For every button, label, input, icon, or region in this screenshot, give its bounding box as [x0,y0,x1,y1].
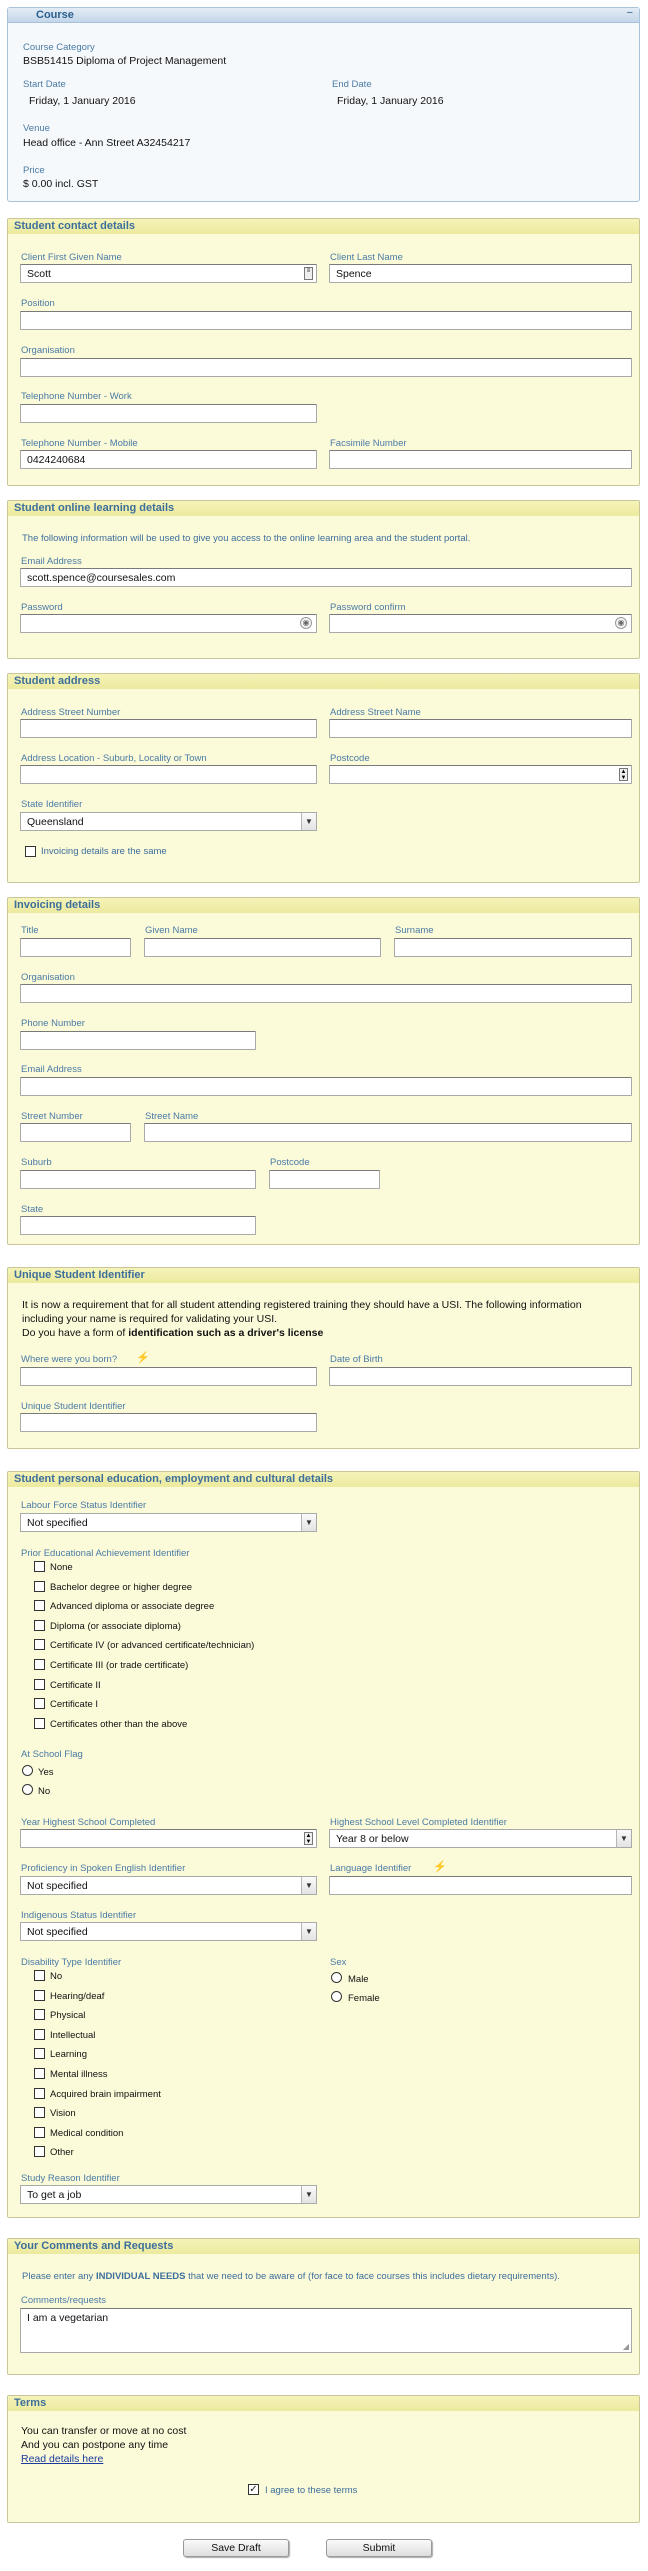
inv-suburb-input[interactable] [20,1170,256,1189]
section-header [8,501,639,516]
position-label: Position [21,298,55,309]
state-select[interactable] [20,812,317,831]
price-label: Price [23,165,45,176]
prior-checkbox[interactable] [34,1679,45,1690]
labour-label: Labour Force Status Identifier [21,1500,147,1511]
disability-option-label: No [50,1971,63,1982]
inv-street-name-input[interactable] [144,1123,632,1142]
fax-input[interactable] [329,450,632,469]
inv-title-input[interactable] [20,938,131,957]
disability-checkbox[interactable] [34,2029,45,2040]
section-header [8,2396,639,2411]
inv-email-input[interactable] [20,1077,632,1096]
school-no-radio[interactable] [22,1784,33,1795]
reason-label: Study Reason Identifier [21,2173,120,2184]
inv-org-input[interactable] [20,984,632,1003]
tel-work-label: Telephone Number - Work [21,391,132,402]
disability-checkbox[interactable] [34,2068,45,2079]
indigenous-label: Indigenous Status Identifier [21,1910,137,1921]
school-flag-label: At School Flag [21,1749,83,1760]
position-input[interactable] [20,311,632,330]
indigenous-select[interactable] [20,1922,317,1941]
english-label: Proficiency in Spoken English Identifier [21,1863,186,1874]
first-name-label: Client First Given Name [21,252,122,263]
agree-checkbox[interactable]: ✓ [249,2484,258,2495]
section-header [8,219,639,234]
course-header[interactable] [8,8,639,23]
inv-street-name-label: Street Name [145,1111,199,1122]
read-details-link[interactable]: Read details here [21,2453,104,2465]
postcode-stepper-icon[interactable]: ▲ ▼ [620,769,627,781]
disability-checkbox[interactable] [34,2088,45,2099]
disability-checkbox[interactable] [34,1990,45,2001]
inv-given-label: Given Name [145,925,198,936]
prior-option-label: Certificates other than the above [50,1718,188,1730]
prior-option-label: Advanced diploma or associate degree [50,1601,215,1613]
invoicing-section [7,897,640,1245]
disability-option-label: Learning [50,2049,87,2061]
section-title: Student address [14,675,101,687]
disability-option-label: Vision [50,2108,76,2120]
school-no-label: No [38,1786,51,1797]
dob-label: Date of Birth [330,1354,383,1365]
year-label: Year Highest School Completed [21,1817,156,1828]
school-yes-radio[interactable] [22,1765,33,1776]
inv-suburb-label: Suburb [21,1157,52,1168]
section-title: Student online learning details [14,502,175,514]
section-header [8,1268,639,1283]
prior-checkbox[interactable] [34,1639,45,1650]
section-header [8,898,639,913]
sex-female-radio[interactable] [331,1991,342,2002]
usi-section [7,1267,640,1449]
state-label: State Identifier [21,799,83,810]
prior-checkbox[interactable] [34,1581,45,1592]
tel-mobile-input[interactable] [20,450,317,469]
location-label: Address Location - Suburb, Locality or Town [21,753,207,764]
tel-mobile-label: Telephone Number - Mobile [21,438,138,449]
inv-phone-input[interactable] [20,1031,256,1050]
prior-option-label: None [50,1562,73,1573]
terms-section [7,2395,640,2523]
reason-value: To get a job [27,2189,82,2201]
lightning-icon: ⚡ [433,1861,447,1873]
email-input[interactable] [20,568,632,587]
password-label: Password [21,602,63,613]
born-input[interactable] [20,1367,317,1386]
dob-input[interactable] [329,1367,632,1386]
student-contact-section [7,218,640,486]
prior-option-label: Certificate IV (or advanced certificate/technician) [50,1640,255,1652]
inv-title-label: Title [21,925,39,936]
location-input[interactable] [20,765,317,784]
inv-phone-label: Phone Number [21,1018,85,1029]
comments-section [7,2238,640,2375]
indigenous-value: Not specified [27,1926,88,1938]
course-category-label: Course Category [23,42,95,53]
disability-option-label: Acquired brain impairment [50,2088,161,2100]
prior-option-label: Certificate I [50,1699,99,1711]
first-name-value: Scott [27,268,51,280]
usi-input[interactable] [20,1413,317,1432]
prior-checkbox[interactable] [34,1718,45,1729]
tel-work-input[interactable] [20,404,317,423]
disability-checkbox[interactable] [34,2127,45,2138]
disability-option-label: Intellectual [50,2029,96,2041]
agree-label: I agree to these terms [265,2485,358,2496]
contact-card-icon[interactable]: ≡ [304,267,313,280]
inv-surname-input[interactable] [394,938,632,957]
venue: Head office - Ann Street A32454217 [23,137,191,149]
chevron-down-icon[interactable]: ▼ [616,1830,631,1847]
disability-checkbox[interactable] [34,2009,45,2020]
price: $ 0.00 incl. GST [23,178,99,190]
language-label: Language Identifier [330,1863,412,1874]
street-name-input[interactable] [329,719,632,738]
street-name-label: Address Street Name [330,707,421,718]
student-address-section [7,673,640,883]
terms-line-2: And you can postpone any time [21,2439,169,2451]
section-title: Your Comments and Requests [14,2240,174,2252]
street-number-label: Address Street Number [21,707,121,718]
email-value: scott.spence@coursesales.com [27,572,176,584]
fax-label: Facsimile Number [330,438,407,449]
labour-select[interactable] [20,1513,317,1532]
organisation-label: Organisation [21,345,75,356]
disability-option-label: Medical condition [50,2127,124,2139]
disability-checkbox[interactable] [34,2107,45,2118]
prior-option-label: Bachelor degree or higher degree [50,1581,193,1593]
usi-label: Unique Student Identifier [21,1401,126,1412]
sex-female-label: Female [348,1993,380,2004]
english-value: Not specified [27,1880,88,1892]
venue-label: Venue [23,123,50,134]
collapse-icon[interactable]: − [626,7,633,19]
online-info-text: The following information will be used to give you access to the online learning area and the student portal. [22,533,471,544]
disability-checkbox[interactable] [34,1970,45,1981]
prior-checkbox[interactable] [34,1659,45,1670]
usi-text-2: including your name is required for validating your USI. [22,1313,278,1325]
prior-option-label: Diploma (or associate diploma) [50,1620,181,1632]
organisation-input[interactable] [20,358,632,377]
state-value: Queensland [27,816,84,828]
tel-mobile-value: 0424240684 [27,454,86,466]
english-select[interactable] [20,1876,317,1895]
terms-line-1: You can transfer or move at no cost [21,2425,187,2437]
street-number-input[interactable] [20,719,317,738]
sex-label: Sex [330,1957,347,1968]
disability-checkbox[interactable] [34,2048,45,2059]
inv-street-number-input[interactable] [20,1123,131,1142]
sex-male-label: Male [348,1974,369,1985]
prior-checkbox[interactable] [34,1698,45,1709]
chevron-down-icon[interactable]: ▼ [301,2186,316,2203]
inv-email-label: Email Address [21,1064,82,1075]
last-name-label: Client Last Name [330,252,403,263]
inv-street-number-label: Street Number [21,1111,83,1122]
inv-postcode-input[interactable] [269,1170,380,1189]
prior-checkbox[interactable] [34,1561,45,1572]
password-confirm-label: Password confirm [330,602,406,613]
level-select[interactable] [329,1829,632,1848]
save-draft-button[interactable]: Save Draft [183,2539,289,2557]
inv-surname-label: Surname [395,925,434,936]
disability-option-label: Other [50,2147,74,2159]
comments-value: I am a vegetarian [27,2312,109,2324]
comments-label: Comments/requests [21,2295,107,2306]
section-title: Student personal education, employment and cultural details [14,1473,334,1485]
chevron-down-icon[interactable]: ▼ [301,813,316,830]
submit-button[interactable]: Submit [326,2539,432,2557]
invoice-same-checkbox[interactable] [25,846,36,857]
inv-postcode-label: Postcode [270,1157,310,1168]
section-header [8,2239,639,2254]
postcode-label: Postcode [330,753,370,764]
disability-option-label: Hearing/deaf [50,1990,105,2002]
inv-given-input[interactable] [144,938,381,957]
postcode-input[interactable] [329,765,632,784]
born-label: Where were you born? [21,1354,118,1365]
first-name-input[interactable] [20,264,317,283]
section-header [8,1472,639,1487]
section-header [8,674,639,689]
password-confirm-input[interactable] [329,614,632,633]
email-label: Email Address [21,556,82,567]
section-title: Terms [14,2397,47,2409]
show-password-icon[interactable]: ◉ [615,617,627,629]
year-input[interactable] [20,1829,317,1848]
start-date: Friday, 1 January 2016 [29,95,136,107]
inv-org-label: Organisation [21,972,75,983]
course-panel [7,7,640,202]
comments-textarea[interactable] [20,2308,632,2353]
show-password-icon[interactable]: ◉ [300,617,312,629]
online-learning-section [7,500,640,659]
personal-section [7,1471,640,2218]
chevron-down-icon[interactable]: ▼ [301,1514,316,1531]
inv-state-input[interactable] [20,1216,256,1235]
disability-option-label: Mental illness [50,2069,108,2080]
year-stepper-icon[interactable]: ▲ ▼ [305,1833,312,1845]
disability-checkbox[interactable] [34,2146,45,2157]
school-yes-label: Yes [38,1767,54,1778]
lightning-icon: ⚡ [136,1352,150,1364]
sex-male-radio[interactable] [331,1972,342,1983]
course-title: Course [36,9,74,21]
reason-select[interactable] [20,2185,317,2204]
usi-text-1: It is now a requirement that for all student attending registered training they should have a USI. The following information [22,1299,582,1311]
password-input[interactable] [20,614,317,633]
course-category: BSB51415 Diploma of Project Management [23,55,227,67]
level-value: Year 8 or below [336,1833,409,1845]
end-date-label: End Date [332,79,372,90]
last-name-input[interactable] [329,264,632,283]
disability-label: Disability Type Identifier [21,1957,122,1968]
prior-label: Prior Educational Achievement Identifier [21,1548,190,1559]
labour-value: Not specified [27,1517,88,1529]
section-title: Student contact details [14,220,136,232]
inv-state-label: State [21,1204,44,1215]
invoice-same-label: Invoicing details are the same [41,846,167,857]
section-title: Unique Student Identifier [14,1269,145,1281]
comments-info: Please enter any INDIVIDUAL NEEDS that we need to be aware of (for face to face courses this includes dietary requirements). [22,2271,560,2282]
prior-checkbox[interactable] [34,1620,45,1631]
section-title: Invoicing details [14,899,101,911]
language-input[interactable] [329,1876,632,1895]
disability-option-label: Physical [50,2010,86,2022]
end-date: Friday, 1 January 2016 [337,95,444,107]
usi-text-3: Do you have a form of identification such as a driver's license [22,1327,324,1339]
last-name-value: Spence [336,268,372,280]
chevron-down-icon[interactable]: ▼ [301,1923,316,1940]
prior-option-label: Certificate II [50,1679,101,1691]
chevron-down-icon[interactable]: ▼ [301,1877,316,1894]
prior-checkbox[interactable] [34,1600,45,1611]
prior-option-label: Certificate III (or trade certificate) [50,1660,189,1671]
level-label: Highest School Level Completed Identifier [330,1817,507,1828]
start-date-label: Start Date [23,79,66,90]
resize-grip-icon[interactable]: ◢ [622,2342,629,2351]
